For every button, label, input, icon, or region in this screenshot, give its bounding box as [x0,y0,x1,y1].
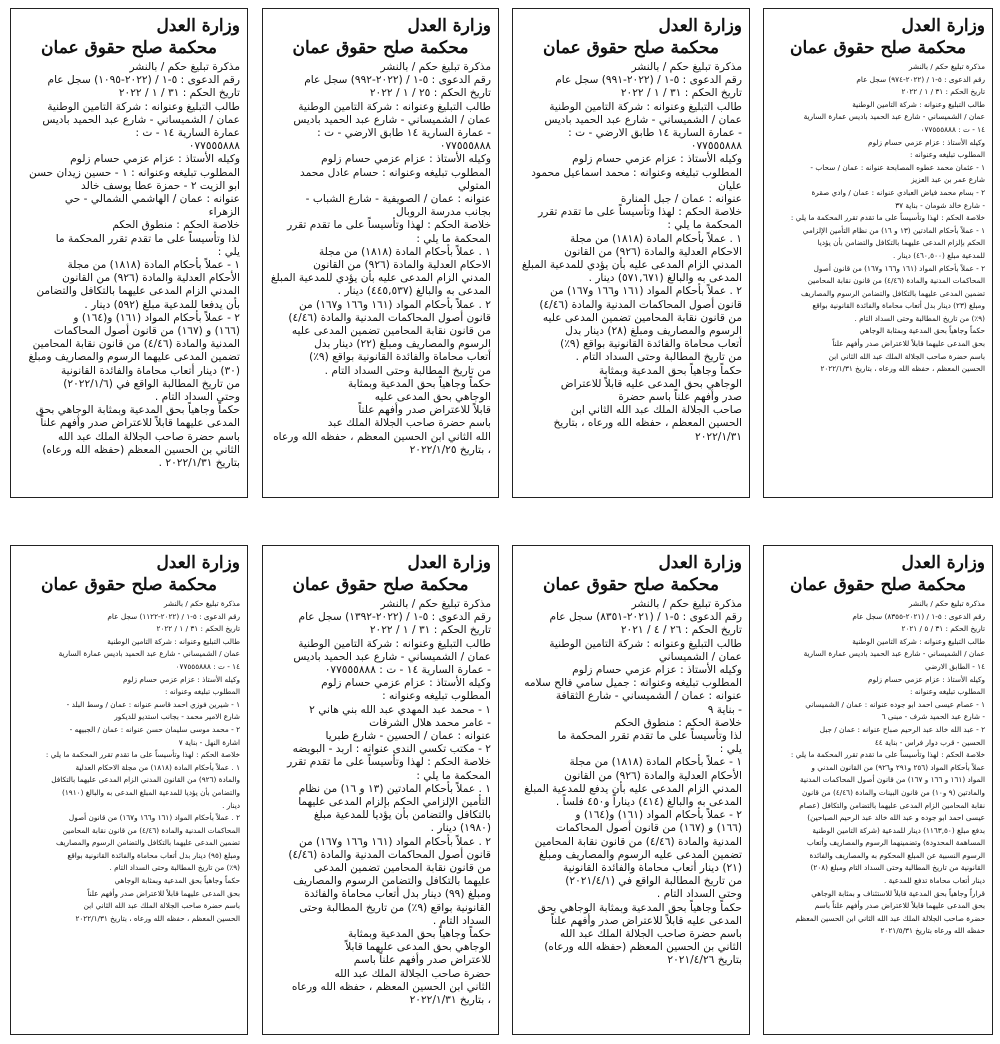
notice-court: محكمة صلح حقوق عمان [543,575,719,595]
notice-body: مذكرة تبليغ حكم / بالنشر رقم الدعوى : ٥-١ / (٢٠٢٢-١٠٩٥) سجل عام تاريخ الحكم : ٣١ / ١ / ٢٠٢٢ طالب التبليغ وعنوانه : شركة التامين الوطنية عمان / الشميساني - شارع عبد الحميد باديس عمارة السارية ١٤ - ت : ٠٧٧٥٥٥٨٨٨ وكيله الأستاذ : عزام عزمي حسام زلوم المطلوب تبليغه وعنوانه : ١ - حسين زيدان حسن ابو الزيت ٢ - حمزة عطا يوسف خالد عنوانه : عمان / الهاشمي الشمالي - حي الزهراء خلاصة الحكم : منطوق الحكم لذا وتأسيساً على ما تقدم تقرر المحكمة ما يلي : ١ - عملاً بأحكام المادة (١٨١٨) من مجلة الأحكام العدلية والمادة (٩٢٦) من القانون المدني الزام المدعى عليهما بالتكافل والتضامن بأن يدفعا للمدعية مبلغ (٥٩٢) دينار . ٢ - عملاً بأحكام المواد (١٦١) و(١٦٤) و (١٦٦) و (١٦٧) من قانون أصول المحاكمات المدنية والمادة (٤/٤٦) من قانون نقابة المحامين تضمين المدعى عليهما الرسوم والمصاريف ومبلغ (٣٠) دينار أتعاب محاماة والفائدة القانونية من تاريخ المطالبة الواقع في (٢٠٢٢/١/٦) وحتى السداد التام . حكماً وجاهياً بحق المدعية وبمثابة الوجاهي بحق المدعى عليهما قابلاً للاعتراض صدر وأفهم علناً باسم حضرة صاحب الجلالة الملك عبد الله الثاني بن الحسين المعظم (حفظه الله ورعاه) بتاريخ ٢٠٢٢/١/٣١ . [28,61,240,470]
notice-ministry: وزارة العدل [658,16,742,36]
notice-3 [262,8,499,498]
notice-body: مذكرة تبليغ حكم / بالنشر رقم الدعوى : ٥-١ / (٢٠٢٢-٩٧٤) سجل عام تاريخ الحكم : ٣١ / ١ / ٢٠٢٢ طالب التبليغ وعنوانه : شركة التامين الوطنية عمان / الشميساني - شارع عبد الحميد باديس عمارة السارية ١٤ - ت : ٠٧٧٥٥٥٨٨٨ وكيله الأستاذ : عزام عزمي حسام زلوم المطلوب تبليغه وعنوانه : ١ - عثمان محمد عطوه المصابحة عنوانه : عمان / سحاب - شارع عمر بن عبد العزيز ٢ - بسام محمد فياض العبادي عنوانه : عمان / وادي صقرة - شارع خالد شومان - بناية ٣٧ خلاصة الحكم : لهذا وتأسيساً على ما تقدم تقرر المحكمة ما يلي : ١ - عملاً بأحكام المادتين (١٣ و ١٦) من نظام التأمين الإلزامي الحكم بإلزام المدعى عليهما بالتكافل والتضامن بأن يؤديا للمدعية مبلغ (٤٦٠,٥٠٠) دينار . ٢ - عملاً بأحكام المواد (١٦١ و١٦٦ و١٦٧) من قانون أصول المحاكمات المدنية والمادة (٤/٤٦) من قانون نقابة المحامين تضمين المدعى عليهما بالتكافل والتضامن الرسوم والمصاريف ومبلغ (٢٣) دينار بدل أتعاب محاماة والفائدة القانونية بواقع (٩٪) من تاريخ المطالبة وحتى السداد التام . حكماً وجاهياً بحق المدعية وبمثابة الوجاهي بحق المدعى عليهما قابلاً للاعتراض صدر وأفهم علناً باسم حضرة صاحب الجلالة الملك عبد الله الثاني ابن الحسين المعظم ، حفظه الله ورعاه ، بتاريخ ٢٠٢٢/١/٣١ [790,62,985,374]
notice-body: مذكرة تبليغ حكم / بالنشر رقم الدعوى : ٥-١ / (٢٠٢٢-١٣٩٢) سجل عام تاريخ الحكم : ٣١ / ١ / ٢٠٢٢ طالب التبليغ وعنوانه : شركة التامين الوطنية عمان / الشميساني - شارع عبد الحميد باديس - عمارة السارية ١٤ - ت : ٠٧٧٥٥٥٨٨٨ وكيله الأستاذ : عزام عزمي حسام زلوم المطلوب تبليغه وعنوانه : ١ - محمد عبد المهدي عبد الله بني هاني ٢ - عامر محمد هلال الشرفات عنوانه : عمان / الحسين - شارع طبريا ٢ - مكتب تكسي الندى عنوانه : اربد - البويضه خلاصة الحكم : لهذا وتأسيساً على ما تقدم تقرر المحكمة ما يلي : ١ . عملاً بأحكام المادتين (١٣ و ١٦) من نظام التأمين الإلزامي الحكم بإلزام المدعى عليهما بالتكافل والتضامن بأن يؤديا للمدعية مبلغ (١٩٨٠) دينار . ٢ . عملاً بأحكام المواد (١٦١ و١٦٦ و١٦٧) من قانون أصول المحاكمات المدنية والمادة (٤/٤٦) من قانون نقابة المحامين تضمين المدعى عليهما بالتكافل والتضامن الرسوم والمصاريف ومبلغ (٩٩) دينار بدل أتعاب محاماة والفائدة القانونية بواقع (٩٪) من تاريخ المطالبة وحتى السداد التام . حكماً وجاهياً بحق المدعية وبمثابة الوجاهي بحق المدعى عليهما قابلاً للاعتراض صدر وأفهم علناً باسم حضرة صاحب الجلالة الملك عبد الله الثاني ابن الحسين المعظم ، حفظه الله ورعاه ، بتاريخ ٢٠٢٢/١/٣١ [287,598,491,1007]
notice-ministry: وزارة العدل [658,553,742,573]
notice-ministry: وزارة العدل [901,16,985,36]
notice-2 [512,8,750,498]
notice-body: مذكرة تبليغ حكم / بالنشر رقم الدعوى : ٥-١ / (٢٠٢٢-٩٩٢) سجل عام تاريخ الحكم : ٢٥ / ١ / ٢٠٢٢ طالب التبليغ وعنوانه : شركة التامين الوطنية عمان / الشميساني - شارع عبد الحميد باديس - عمارة السارية ١٤ طابق الارضي - ت : ٠٧٧٥٥٥٨٨٨ وكيله الأستاذ : عزام عزمي حسام زلوم المطلوب تبليغه وعنوانه : حسام عادل محمد المتولي عنوانه : عمان / الصويفية - شارع الشباب - بجانب مدرسة الروبال خلاصة الحكم : لهذا وتأسيساً على ما تقدم تقرر المحكمة ما يلي : ١ . عملاً بأحكام المادة (١٨١٨) من مجلة الاحكام العدلية والمادة (٩٢٦) من القانون المدني الزام المدعى عليه بأن يؤدي للمدعية المبلغ المدعى به والبالغ (٤٤٥,٥٣٧) دينار . ٢ . عملاً بأحكام المواد (١٦١ و١٦٦ و١٦٧) من قانون أصول المحاكمات المدنية والمادة (٤/٤٦) من قانون نقابة المحامين تضمين المدعى عليه الرسوم والمصاريف ومبلغ (٢٢) دينار بدل أتعاب محاماة والفائدة القانونية بواقع (٩٪) من تاريخ المطالبة وحتى السداد التام . حكماً وجاهياً بحق المدعية وبمثابة الوجاهي بحق المدعى عليه قابلاً للاعتراض صدر وأفهم علناً باسم حضرة صاحب الجلالة الملك عبد الله الثاني ابن الحسين المعظم ، حفظه الله ورعاه ، بتاريخ ٢٠٢٢/١/٢٥ [270,61,491,456]
notice-body: مذكرة تبليغ حكم / بالنشر رقم الدعوى : ٥-١ / (٢٠٢١-٨٣٥٥) سجل عام تاريخ الحكم : ٣١ / ٥ / ٢٠٢١ طالب التبليغ وعنوانه : شركة التامين الوطنية عمان / الشميساني - شارع عبد الحميد باديس عمارة السارية ١٤ - الطابق الارضي وكيله الأستاذ : عزام عزمي حسام زلوم المطلوب تبليغه وعنوانه : ١ - عصام عيسى احمد ابو جوده عنوانه : عمان / الشميساني - شارع عبد الحميد شرف - مبنى ٦ ٢ - عبد الله خالد عبد الرحيم صباح عنوانه : عمان / جبل الحسين - قرب دوار فراس - بناية ٤٤ خلاصة الحكم : لهذا وتأسيساً على ما تقدم تقرر المحكمة ما يلي : عملاً بأحكام المواد (٢٥٦ و٢٩١ و٩٢٦) من القانون المدني و المواد (١٦١ و ١٦٦ و ١٦٧) من قانون أصول المحاكمات المدنية والمادتين (٩ و١٠) من قانون البينات والمادة (٤/٤٦) من قانون نقابة المحامين الزام المدعى عليهما بالتضامن والتكافل (عصام عيسى احمد ابو جوده و عبد الله خالد عبد الرحيم الصباحين) بدفع مبلغ (١١٦٣,٥٠) دينار للمدعية (شركة التامين الوطنية المساهمة المحدودة) وتضمينهما الرسوم والمصاريف وأتعاب الرسوم النسبية عن المبلغ المحكوم به والمصاريف والفائدة القانونية من تاريخ المطالبة وحتى السداد التام ومبلغ (٢٠٨) دينار أتعاب محاماة تدفع للمدعية . قراراً وجاهياً بحق المدعية قابلاً للاستئناف و بمثابة الوجاهي بحق المدعى عليهما قابلاً للاعتراض صدر وأفهم علناً باسم حضرة صاحب الجلالة الملك عبد الله الثاني ابن الحسين المعظم حفظه الله ورعاه بتاريخ ٢٠٢١/٥/٣١ [790,599,985,936]
notice-ministry: وزارة العدل [156,553,240,573]
notice-court: محكمة صلح حقوق عمان [790,38,966,58]
notice-body: مذكرة تبليغ حكم / بالنشر رقم الدعوى : ٥-١ / (٢٠٢٢-١١٢٢) سجل عام تاريخ الحكم : ٣١ / ١ / ٢٠٢٢ طالب التبليغ وعنوانه : شركة التامين الوطنية عمان / الشميساني - شارع عبد الحميد باديس عمارة السارية ١٤ - ت : ٠٧٧٥٥٥٨٨٨ وكيله الأستاذ : عزام عزمي حسام زلوم المطلوب تبليغه وعنوانه : ١ - شيرين فوزي احمد قاسم عنوانه : عمان / وسط البلد - شارع الامير محمد - بجانب استديو للديكور ٢ - محمد موسى سليمان حسن عنوانه : عمان / الجبيهه - اشارة النهل - بناية ٧ خلاصة الحكم : لهذا وتأسيساً على ما تقدم تقرر المحكمة ما يلي : ١ . عملاً بأحكام المادة (١٨١٨) من مجلة الاحكام العدلية والمادة (٩٢٦) من القانون المدني الزام المدعى عليهما بالتكافل والتضامن بأن يؤديا للمدعية المبلغ المدعى به والبالغ (١٩١٠) دينار . ٢ . عملاً بأحكام المواد (١٦١ و١٦٦ و١٦٧) من قانون أصول المحاكمات المدنية والمادة (٤/٤٦) من قانون نقابة المحامين تضمين المدعى عليهما بالتكافل والتضامن الرسوم والمصاريف ومبلغ (٩٥) دينار بدل أتعاب محاماة والفائدة القانونية بواقع (٩٪) من تاريخ المطالبة وحتى السداد التام . حكماً وجاهياً بحق المدعية وبمثابة الوجاهي بحق المدعى عليهما قابلاً للاعتراض صدر وأفهم علناً باسم حضرة صاحب الجلالة الملك عبد الله الثاني ابن الحسين المعظم ، حفظه الله ورعاه ، بتاريخ ٢٠٢٢/١/٣١ [45,599,240,923]
notice-ministry: وزارة العدل [407,16,491,36]
notice-body: مذكرة تبليغ حكم / بالنشر رقم الدعوى : ٥-١ / (٢٠٢١-٨٣٥١) سجل عام تاريخ الحكم : ٢٦ / ٤ / ٢٠٢١ طالب التبليغ وعنوانه : شركة التامين الوطنية عمان / الشميساني وكيله الأستاذ : عزام عزمي حسام زلوم المطلوب تبليغه وعنوانه : جميل سامي فالح سلامه عنوانه : عمان / الشميساني - شارع الثقافة - بناية ٩ خلاصة الحكم : منطوق الحكم لذا وتأسيساً على ما تقدم تقرر المحكمة ما يلي : ١ - عملاً بأحكام المادة (١٨١٨) من مجلة الأحكام العدلية والمادة (٩٢٦) من القانون المدني الزام المدعى عليه بأن يدفع للمدعية المبلغ المدعى به والبالغ (٤١٤) ديناراً و٤٥٠ فلساً . ٢ - عملاً بأحكام المواد (١٦١) و(١٦٤) و (١٦٦) و (١٦٧) من قانون أصول المحاكمات المدنية والمادة (٤/٤٦) من قانون نقابة المحامين تضمين المدعى عليه الرسوم والمصاريف ومبلغ (٢١) دينار أتعاب محاماة والفائدة القانونية من تاريخ المطالبة الواقع في (٢٠٢١/٤/١) وحتى السداد التام . حكماً وجاهياً بحق المدعية وبمثابة الوجاهي بحق المدعى عليه قابلاً للاعتراض صدر وأفهم علناً باسم حضرة صاحب الجلالة الملك عبد الله الثاني بن الحسين المعظم (حفظه الله ورعاه) بتاريخ ٢٠٢١/٤/٢٦ [524,598,742,967]
notice-court: محكمة صلح حقوق عمان [790,575,966,595]
notice-court: محكمة صلح حقوق عمان [41,38,217,58]
notice-ministry: وزارة العدل [901,553,985,573]
notice-court: محكمة صلح حقوق عمان [543,38,719,58]
notice-body: مذكرة تبليغ حكم / بالنشر رقم الدعوى : ٥-١ / (٢٠٢٢-٩٩١) سجل عام تاريخ الحكم : ٣١ / ١ / ٢٠٢٢ طالب التبليغ وعنوانه : شركة التامين الوطنية عمان / الشميساني - شارع عبد الحميد باديس - عمارة السارية ١٤ طابق الارضي - ت : ٠٧٧٥٥٥٨٨٨ وكيله الأستاذ : عزام عزمي حسام زلوم المطلوب تبليغه وعنوانه : محمد اسماعيل محمود عليان عنوانه : عمان / جبل المنارة خلاصة الحكم : لهذا وتأسيساً على ما تقدم تقرر المحكمة ما يلي : ١ . عملاً بأحكام المادة (١٨١٨) من مجلة الاحكام العدلية والمادة (٩٢٦) من القانون المدني الزام المدعى عليه بأن يؤدي للمدعية المبلغ المدعى به والبالغ (٥٧١,٦٧١) دينار . ٢ . عملاً بأحكام المواد (١٦١ و١٦٦ و١٦٧) من قانون أصول المحاكمات المدنية والمادة (٤/٤٦) من قانون نقابة المحامين تضمين المدعى عليه الرسوم والمصاريف ومبلغ (٢٨) دينار بدل أتعاب محاماة والفائدة القانونية بواقع (٩٪) من تاريخ المطالبة وحتى السداد التام . حكماً وجاهياً بحق المدعية وبمثابة الوجاهي بحق المدعى عليه قابلاً للاعتراض صدر وأفهم علناً باسم حضرة صاحب الجلالة الملك عبد الله الثاني ابن الحسين المعظم ، حفظه الله ورعاه ، بتاريخ ٢٠٢٢/١/٣١ [521,61,742,443]
notice-ministry: وزارة العدل [407,553,491,573]
notice-5 [763,545,993,1035]
notice-court: محكمة صلح حقوق عمان [41,575,217,595]
notice-1 [763,8,993,498]
notice-ministry: وزارة العدل [156,16,240,36]
notice-court: محكمة صلح حقوق عمان [292,575,469,595]
notice-8 [10,545,248,1035]
notice-6 [512,545,750,1035]
notice-court: محكمة صلح حقوق عمان [292,38,469,58]
notice-4 [10,8,248,498]
notice-7 [262,545,499,1035]
